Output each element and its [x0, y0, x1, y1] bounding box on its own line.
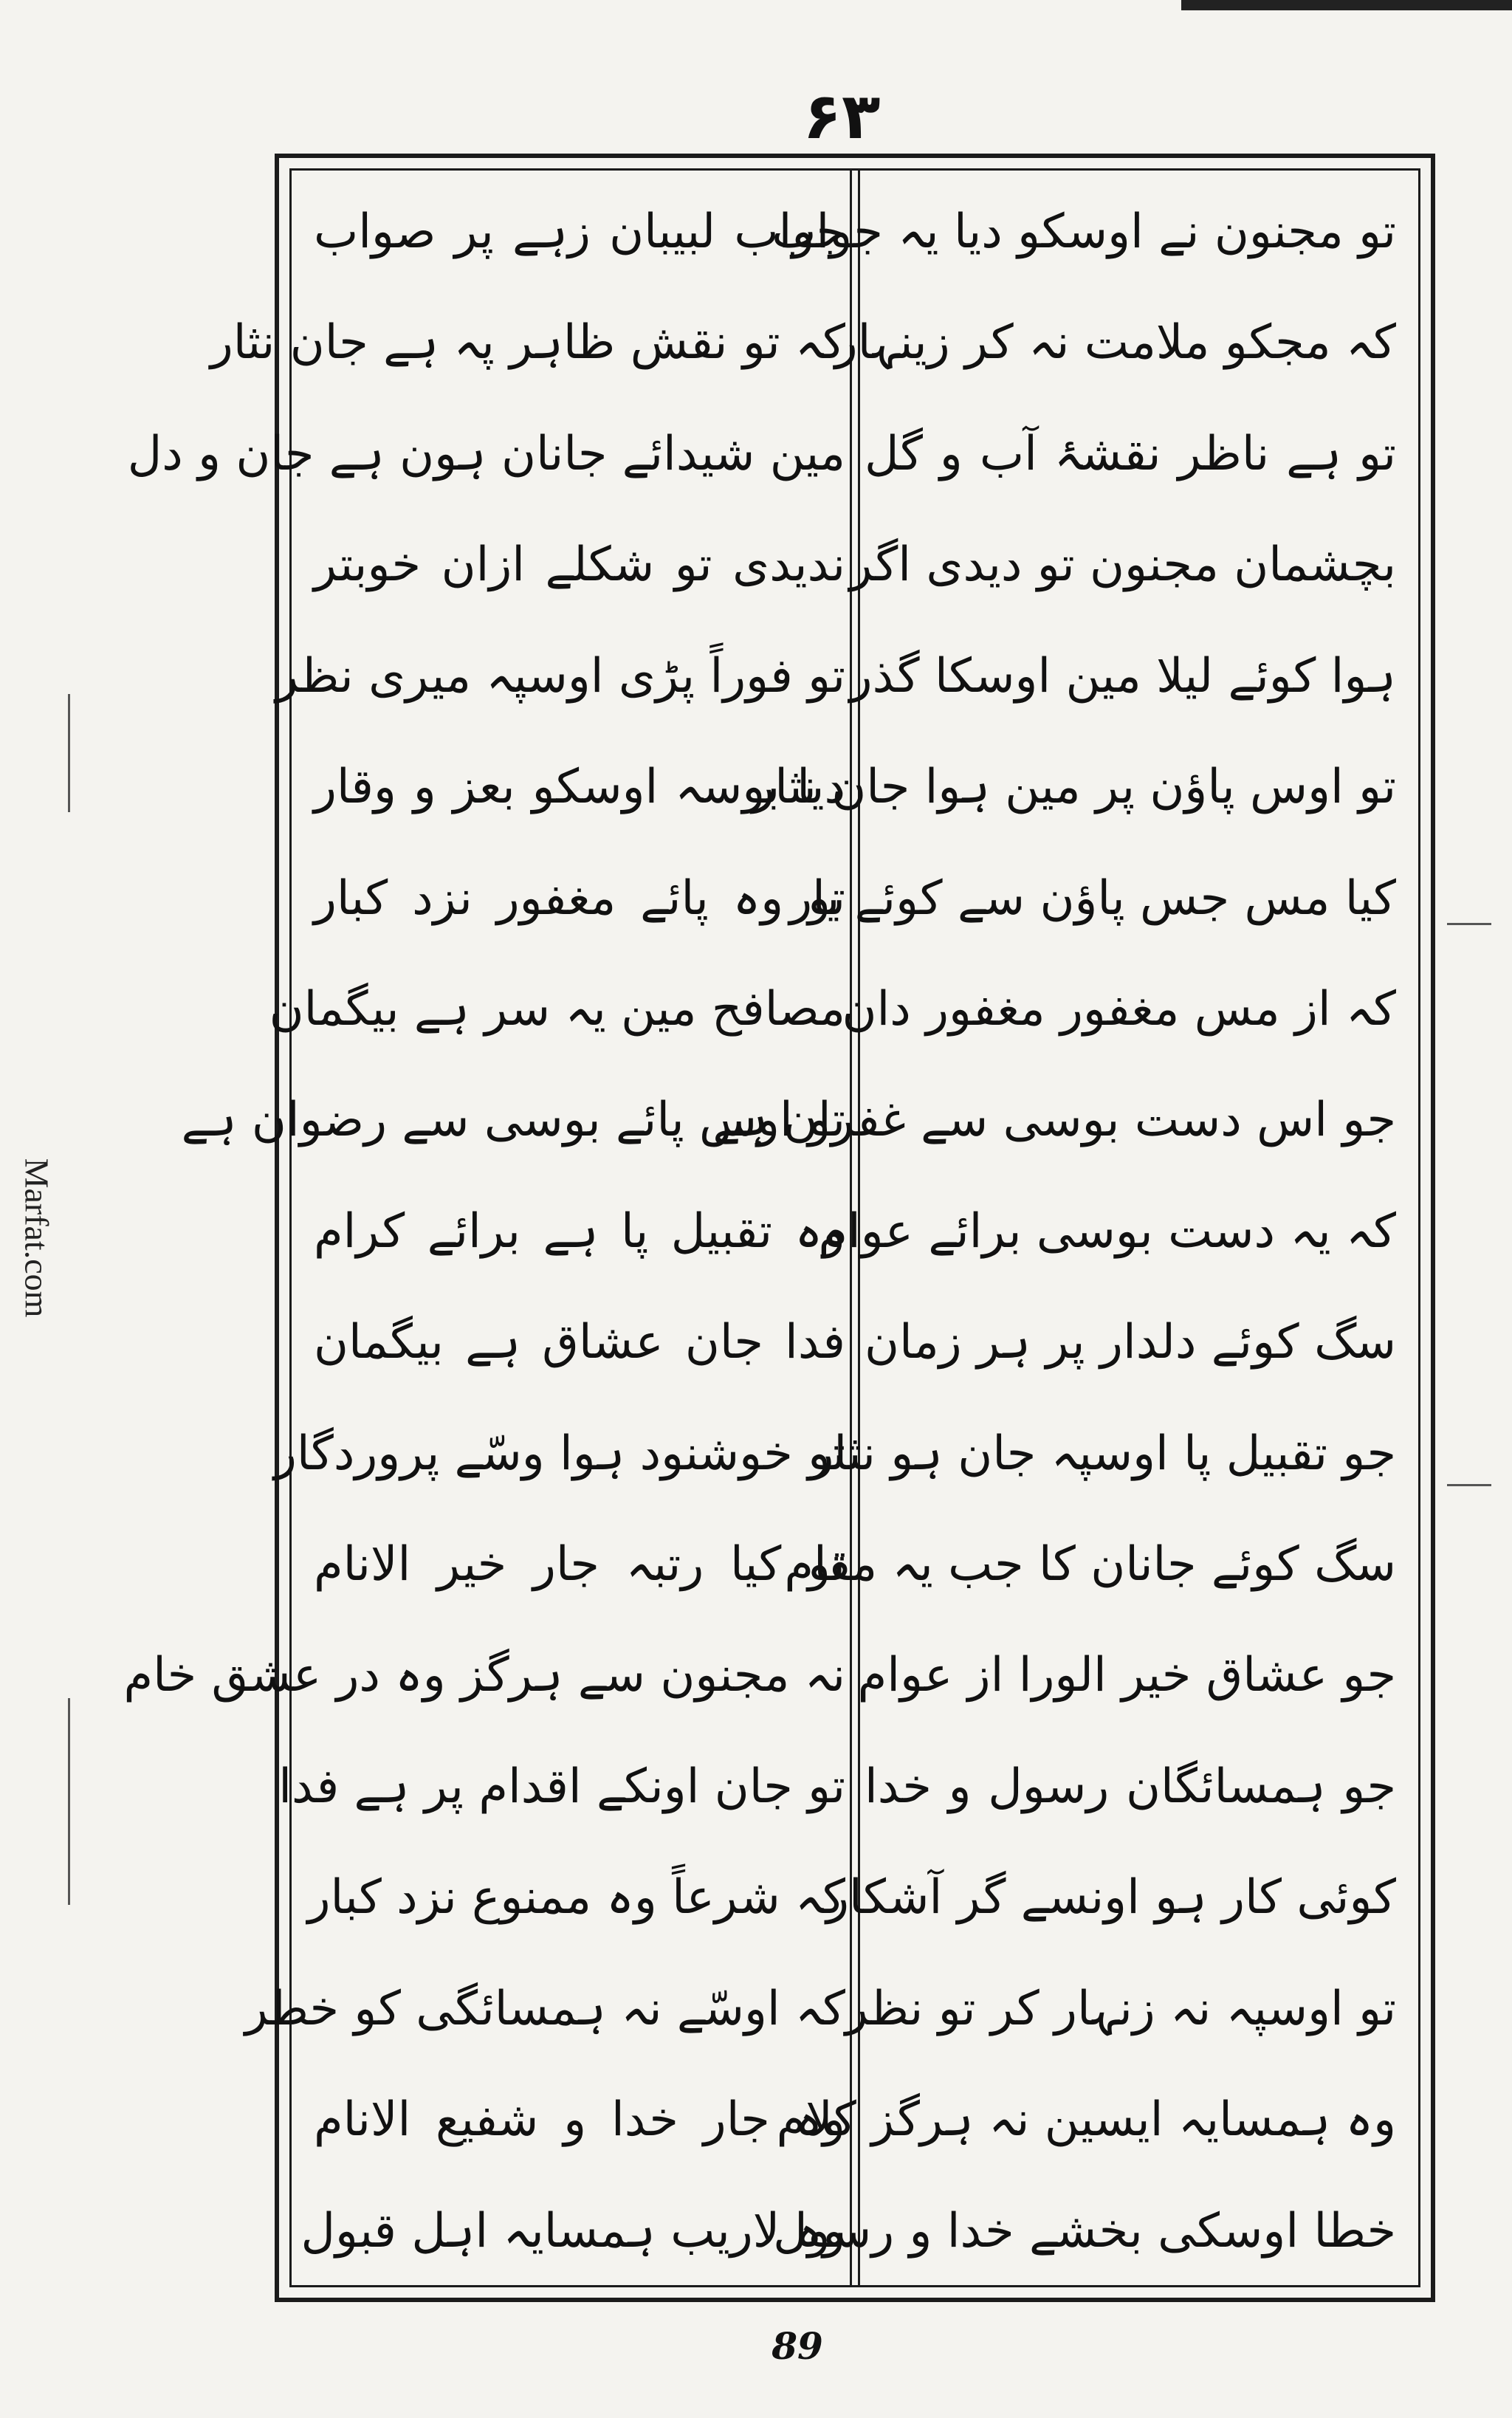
right-column — [712, 200, 1396, 2263]
footer-page-number: 89 — [772, 2324, 823, 2368]
side-watermark: Marfat.com — [18, 1158, 56, 1318]
verse-line: نہ مجنون سے ہرگز وہ در عشق خام — [123, 1648, 845, 1703]
scan-edge-mark — [68, 1698, 70, 1905]
verse-line: تو مجنون نے اوسکو دیا یہ جواب — [772, 205, 1396, 259]
verse-line: کہ اوسّے نہ ہمسائگی کو خطر — [244, 1981, 845, 2036]
verse-line: جواب لبیبان زہے پر صواب — [314, 205, 845, 259]
verse-line: مین شیدائے جانان ہون ہے جان و دل — [127, 426, 845, 481]
verse-line: دیا بوسہ اوسکو بعز و وقار — [314, 760, 845, 815]
verse-line: وہ تقبیل پا ہے برائے کرام — [314, 1203, 845, 1259]
poem-frame — [123, 154, 1435, 2302]
top-rule — [1181, 0, 1512, 10]
scan-edge-mark — [1447, 1484, 1491, 1486]
verse-line: فدا جان عشاق ہے بیگمان — [314, 1315, 845, 1370]
verse-line: تو خوشنود ہوا وسّے پروردگار — [273, 1426, 845, 1481]
verse-line: کہ یہ دست بوسی برائے عوام — [818, 1203, 1396, 1259]
verse-line: ہوا کوئے لیلا مین اوسکا گذر — [849, 648, 1396, 704]
verse-line: تو اوس پائے بوسی سے رضوان ہے — [181, 1093, 845, 1148]
verse-line: جو ہمسائگان رسول و خدا — [865, 1759, 1396, 1814]
verse-line: تو ہے ناظر نقشۂ آب و گل — [865, 426, 1396, 481]
verse-line: جو عشاق خیر الورا از عوام — [857, 1648, 1396, 1703]
page-number-urdu: ۶۳ — [803, 80, 881, 154]
verse-line: کیا مس جس پاؤن سے کوئے یار — [789, 870, 1396, 926]
verse-line: کہ شرعاً وہ ممنوع نزد کبار — [307, 1870, 845, 1926]
verse-line: سگ کوئے دلدار پر ہر زمان — [865, 1315, 1396, 1370]
scan-edge-mark — [1447, 923, 1491, 925]
verse-line: بچشمان مجنون تو دیدی اگر — [849, 537, 1396, 593]
verse-line: تو اوس پاؤن پر مین ہوا جان نثار — [752, 760, 1396, 815]
left-column — [123, 200, 845, 2263]
verse-line: تو وہ پائے مغفور نزد کبار — [314, 870, 845, 926]
verse-line: وہ لاریب ہمسایہ اہل قبول — [300, 2203, 845, 2259]
verse-line: کہ از مس مغفور مغفور دان — [842, 981, 1396, 1037]
verse-line: ندیدی تو شکلے ازان خوبتر — [314, 537, 845, 593]
verse-line: کوئی کار ہو اونسے گر آشکار — [826, 1870, 1396, 1926]
verse-line: خطا اوسکی بخشے خدا و رسول — [773, 2203, 1396, 2259]
verse-line: تو فوراً پڑی اوسپہ میری نظر — [275, 648, 845, 704]
verse-line: سگ کوئے جانان کا جب یہ مقام — [784, 1537, 1396, 1593]
verse-line: تو جان اونکے اقدام پر ہے فدا — [278, 1759, 845, 1814]
verse-line: تو کیا رتبہ جار خیر الانام — [314, 1537, 845, 1593]
verse-line: کہ تو نقش ظاہر پہ ہے جان نثار — [210, 315, 845, 371]
verse-line: کہ مجکو ملامت نہ کر زینہار — [834, 315, 1396, 371]
verse-line: وہ ہمسایہ ایسین نہ ہرگز کلام — [776, 2092, 1396, 2148]
verse-line: تو اوسپہ نہ زنہار کر تو نظر — [845, 1981, 1396, 2036]
verse-line: جو تقبیل پا اوسپہ جان ہو نثار — [811, 1426, 1396, 1481]
scan-edge-mark — [68, 694, 70, 812]
verse-line: مصافح مین یہ سر ہے بیگمان — [269, 981, 845, 1037]
poem-frame-inner — [123, 168, 1420, 2287]
verse-line: وہ جار خدا و شفیع الانام — [314, 2092, 845, 2148]
verse-line: جو اس دست بوسی سے غفران ہے — [712, 1093, 1396, 1148]
